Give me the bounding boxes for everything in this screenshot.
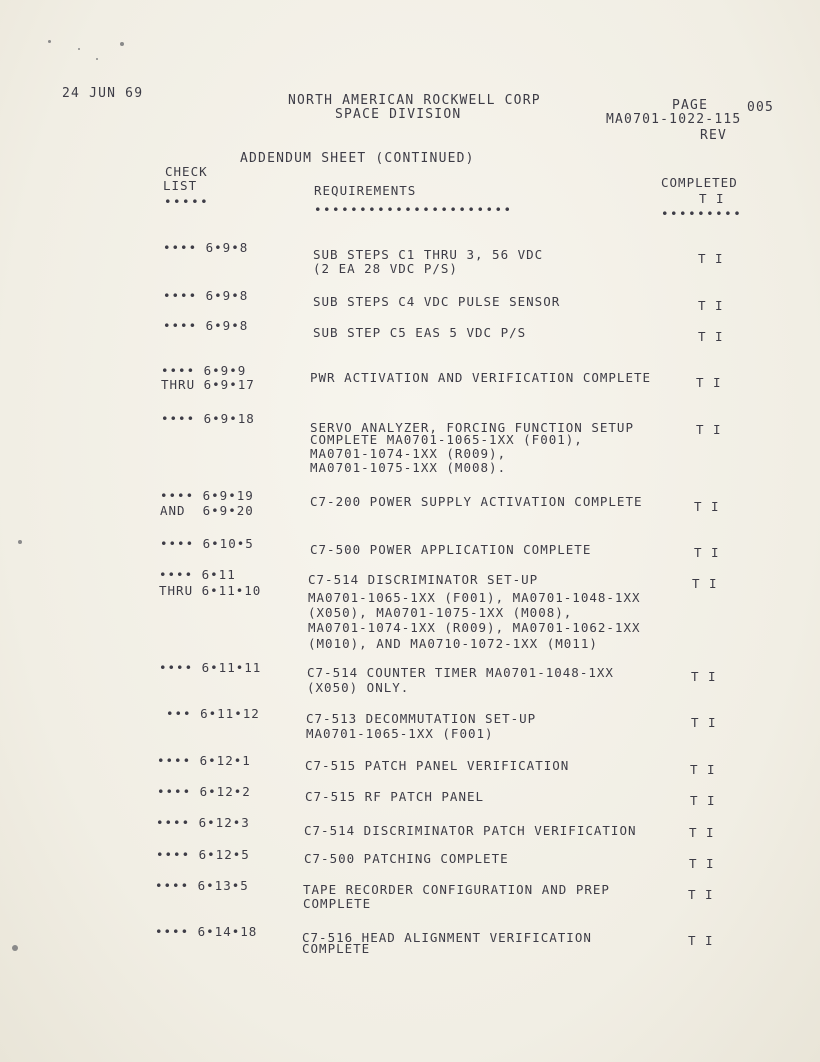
check-list-number: •••• 6•12•3 [156,815,250,830]
completed-ti: T I [694,499,720,514]
column-header-completed-ti: T I [699,191,725,206]
revision-label: REV [700,128,728,143]
completed-ti: T I [689,825,715,840]
requirement-line: COMPLETE [302,941,371,956]
requirement-line: SERVO ANALYZER, FORCING FUNCTION SETUP [310,420,634,435]
sheet-title: ADDENDUM SHEET (CONTINUED) [240,151,475,166]
requirement-line: (2 EA 28 VDC P/S) [313,261,458,276]
requirement-line: C7-514 DISCRIMINATOR PATCH VERIFICATION [304,823,637,838]
division-name: SPACE DIVISION [335,107,462,122]
column-header-completed-dots: ••••••••• [661,206,743,221]
check-list-range: AND 6•9•20 [160,503,254,518]
column-header-completed: COMPLETED [661,175,738,190]
requirement-line: MA0701-1075-1XX (M008). [310,460,507,475]
requirement-line: (X050) ONLY. [307,680,410,695]
check-list-number: •••• 6•10•5 [160,536,254,551]
check-list-number: •••• 6•11•11 [159,660,262,675]
document-number: MA0701-1022-115 [606,112,742,127]
check-list-number: •••• 6•9•19 [160,488,254,503]
requirement-line: C7-514 COUNTER TIMER MA0701-1048-1XX [307,665,614,680]
completed-ti: T I [692,576,718,591]
completed-ti: T I [698,329,724,344]
requirement-line: C7-514 DISCRIMINATOR SET-UP [308,572,539,587]
check-list-number: •••• 6•12•1 [157,753,251,768]
requirement-line: COMPLETE [303,896,372,911]
scan-speck [96,58,98,60]
check-list-number: •••• 6•12•5 [156,847,250,862]
check-list-number: •••• 6•11 [159,567,236,582]
document-date: 24 JUN 69 [62,86,144,101]
check-list-number: •••• 6•9•8 [163,288,249,303]
completed-ti: T I [690,793,716,808]
requirement-line: TAPE RECORDER CONFIGURATION AND PREP [303,882,610,897]
requirement-line: C7-515 RF PATCH PANEL [305,789,485,804]
page-label: PAGE [672,98,709,113]
column-header-requirements-dots: •••••••••••••••••••••• [314,202,513,217]
completed-ti: T I [691,715,717,730]
check-list-number: •••• 6•12•2 [157,784,251,799]
requirement-line: C7-200 POWER SUPPLY ACTIVATION COMPLETE [310,494,643,509]
scan-speck [12,945,18,951]
completed-ti: T I [696,422,722,437]
scan-speck [78,48,80,50]
requirement-line: SUB STEPS C4 VDC PULSE SENSOR [313,294,561,309]
completed-ti: T I [691,669,717,684]
completed-ti: T I [689,856,715,871]
completed-ti: T I [696,375,722,390]
column-header-check-dots: ••••• [164,194,210,209]
completed-ti: T I [688,933,714,948]
requirement-line: SUB STEP C5 EAS 5 VDC P/S [313,325,527,340]
requirement-line: SUB STEPS C1 THRU 3, 56 VDC [313,247,544,262]
requirement-line: C7-500 PATCHING COMPLETE [304,851,509,866]
requirement-line: MA0701-1065-1XX (F001) [306,726,494,741]
scan-speck [48,40,51,43]
requirement-line: C7-515 PATCH PANEL VERIFICATION [305,758,570,773]
check-list-range: THRU 6•9•17 [161,377,255,392]
check-list-number: •••• 6•9•8 [163,318,249,333]
requirement-line: MA0701-1065-1XX (F001), MA0701-1048-1XX [308,590,641,605]
completed-ti: T I [694,545,720,560]
check-list-number: •••• 6•14•18 [155,924,258,939]
requirement-line: C7-516 HEAD ALIGNMENT VERIFICATION [302,930,592,945]
page-number: 005 [747,100,775,115]
check-list-range: THRU 6•11•10 [159,583,262,598]
requirement-line: C7-500 POWER APPLICATION COMPLETE [310,542,592,557]
completed-ti: T I [698,251,724,266]
scan-speck [18,540,22,544]
scan-speck [120,42,124,46]
check-list-number: •••• 6•9•8 [163,240,249,255]
requirement-line: COMPLETE MA0701-1065-1XX (F001), [310,432,583,447]
check-list-number: •••• 6•9•18 [161,411,255,426]
requirement-line: C7-513 DECOMMUTATION SET-UP [306,711,537,726]
column-header-list: LIST [163,178,198,193]
requirement-line: (M010), AND MA0710-1072-1XX (M011) [308,636,598,651]
requirement-line: (X050), MA0701-1075-1XX (M008), [308,605,573,620]
requirement-line: MA0701-1074-1XX (R009), MA0701-1062-1XX [308,620,641,635]
completed-ti: T I [690,762,716,777]
completed-ti: T I [698,298,724,313]
check-list-number: •••• 6•9•9 [161,363,247,378]
company-name: NORTH AMERICAN ROCKWELL CORP [288,93,541,108]
requirement-line: MA0701-1074-1XX (R009), [310,446,507,461]
completed-ti: T I [688,887,714,902]
column-header-requirements: REQUIREMENTS [314,183,417,198]
requirement-line: PWR ACTIVATION AND VERIFICATION COMPLETE [310,370,652,385]
check-list-number: ••• 6•11•12 [166,706,260,721]
column-header-check: CHECK [165,164,208,179]
check-list-number: •••• 6•13•5 [155,878,249,893]
